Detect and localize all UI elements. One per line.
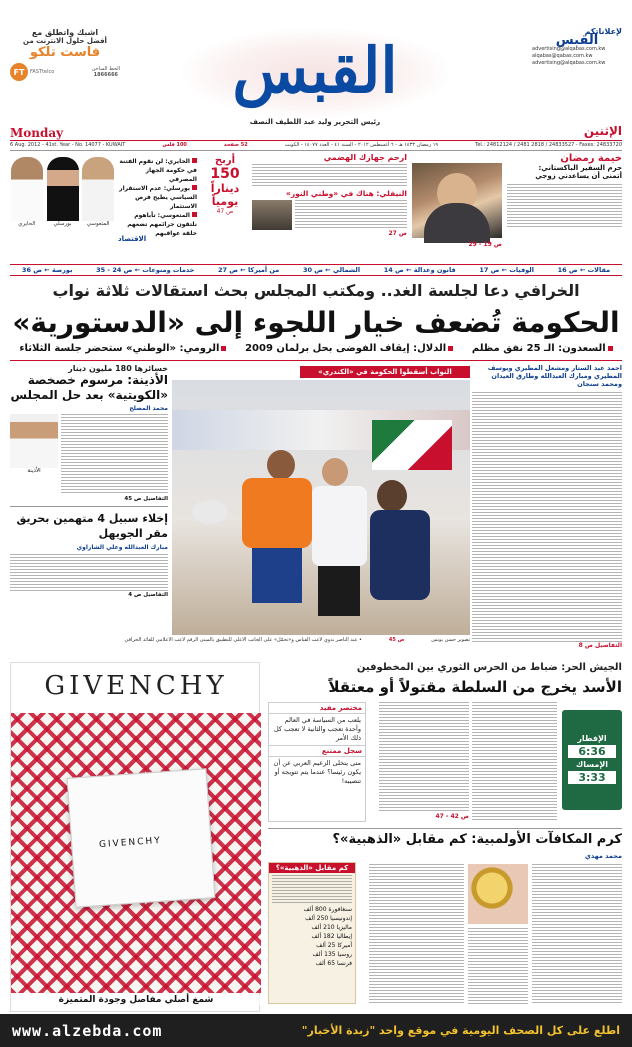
- econ-point: المتعوسي: تأباهوم نلتقون جرائمهم تضعهم حلقة عواقبهم: [127, 212, 197, 237]
- left-column: [10, 364, 168, 654]
- info-bar: [10, 140, 622, 148]
- toc-item[interactable]: الشمالي ← ص 30: [302, 266, 361, 274]
- givenchy-footer: شمغ أصلي مفاصل وجودة المتميزة: [11, 995, 261, 1005]
- teaser-nifli-ref: ص 27: [388, 230, 407, 237]
- olympics-headline[interactable]: كرم المكافآت الأولمبية: كم مقابل «الذهبية»؟: [332, 832, 622, 847]
- teaser-digest-text: [252, 164, 407, 186]
- photo-main-tag: النواب أسقطوا الحكومة في «الكندري»: [300, 366, 470, 378]
- main-headline[interactable]: الحكومة تُضعف خيار اللجوء إلى «الدستورية»: [12, 306, 620, 339]
- fire-text: [10, 554, 168, 592]
- promo-number: 150: [210, 166, 240, 182]
- contact-title: لإعلاناتكم: [584, 27, 622, 36]
- olympics-text-3: [369, 864, 464, 1004]
- kuwaiti-byline: محمد المصلح: [129, 405, 168, 412]
- givenchy-brand: GIVENCHY: [44, 671, 228, 701]
- top-ad-line1: اشبك واتطلق مع: [31, 28, 99, 37]
- olympics-row: أميركا 25 ألف: [316, 942, 352, 949]
- masthead: [10, 28, 622, 148]
- stamp-iftar-label: الإفطار: [577, 734, 607, 743]
- fire-headline[interactable]: إخلاء سبيل 4 متهمين بحريق مقر الجويهل: [16, 512, 168, 540]
- kuwaiti-headline[interactable]: الأذينة: مرسوم خصخصة «الكويتية» بعد حل المجلس: [10, 373, 168, 402]
- teaser-banner: [10, 150, 622, 262]
- issue-info-ar: ١٩ رمضان ١٤٣٣ هـ - ٦ أغسطس ٢٠١٢ - السنة ٤١ - العدد ١٤٠٧٧ - الكويت: [284, 141, 439, 148]
- fire-ref[interactable]: التفاصيل ص 4: [128, 592, 168, 598]
- stamp-imsak-label: الإمساك: [575, 760, 609, 769]
- toc-item[interactable]: من أميركا ← ص 27: [217, 266, 280, 274]
- promo-unit: ديناراً: [210, 182, 240, 195]
- olympics-table-intro: [272, 875, 352, 903]
- kuwaiti-kicker[interactable]: خسائرها 180 مليون دينار: [68, 364, 168, 373]
- opinion2-text: متى يتخلى الزعيم العربي عن أن يكون رئيسا؟ عندما يتم تتويجه أو تنصيبه!: [273, 759, 361, 785]
- footer-site[interactable]: www.alzebda.com: [12, 1021, 163, 1040]
- teaser-nifli-text: [295, 200, 407, 230]
- portrait-photo: [47, 157, 79, 221]
- photo-credit: تصوير حسن يونس: [431, 637, 470, 643]
- main-byline: احمد عبد الستار ومشعل المطيري ويوسف المطيري ومبارك العبدالله وطارق العيدان ومحمد سنجان: [487, 364, 622, 388]
- portrait-caption: بورسلي: [53, 221, 72, 227]
- teaser-middle[interactable]: [252, 153, 407, 248]
- contact-line: alqabas@qabas.com.kw: [532, 53, 593, 59]
- photo-ref[interactable]: ص 45: [388, 637, 405, 643]
- stamp-imsak-time: 3:33: [568, 771, 616, 784]
- main-subhead[interactable]: الدلال: إيقاف الفوضى بحل برلمان 2009: [245, 343, 453, 354]
- opinion2-label: سجل ممتنع: [269, 745, 365, 757]
- olympics-text-1: [532, 864, 622, 1004]
- promo-pre: أربح: [214, 155, 236, 166]
- iftar-stamp: [562, 710, 622, 810]
- givenchy-tag: GIVENCHY: [98, 835, 163, 851]
- olympics-row: إيطاليا 182 ألف: [311, 933, 352, 940]
- main-kicker[interactable]: الخرافي دعا لجلسة الغد.. ومكتب المجلس بحث استقالات ثلاثة نواب: [52, 281, 580, 300]
- olympics-row: فرنسا 65 ألف: [315, 960, 352, 967]
- portrait-caption: الحايري: [18, 221, 36, 227]
- econ-portraits: [10, 157, 115, 237]
- toc-bar: [10, 264, 622, 276]
- contact-logo: القبس: [555, 33, 599, 48]
- olympics-row: سنغافورة 800 ألف: [303, 906, 352, 913]
- promo-day: يومياً: [211, 195, 239, 208]
- givenchy-ad[interactable]: [10, 662, 260, 1012]
- teaser-ramadan-sub: حرم السفير الباكستاني:: [538, 164, 622, 172]
- top-ad[interactable]: [10, 28, 120, 100]
- promo-box[interactable]: [200, 155, 250, 245]
- person-photo: [10, 414, 58, 468]
- teaser-nifli-title: النيفلي: هناك في «وطني النور»: [286, 189, 407, 198]
- portrait-caption: المتعوسي: [86, 221, 110, 227]
- stamp-iftar-time: 6:36: [568, 745, 616, 758]
- toc-item[interactable]: بورصة ← ص 36: [21, 266, 73, 274]
- toc-item[interactable]: الوفيات ← ص 17: [479, 266, 534, 274]
- main-subhead[interactable]: السعدون: الـ 25 نفق مظلم: [472, 343, 613, 354]
- toc-item[interactable]: خدمات ومنوعات ← ص 24 - 35: [96, 266, 195, 274]
- top-ad-line2: أفضل حلول الانترنت من: [23, 37, 107, 45]
- toc-item[interactable]: قانون وعدالة ← ص 14: [383, 266, 456, 274]
- fire-byline: مبارك العبدالله وعلي الشاراوي: [76, 544, 168, 551]
- kuwaiti-ref[interactable]: التفاصيل ص 45: [124, 496, 168, 502]
- ft-logo-icon: FT: [10, 63, 28, 81]
- syria-kicker[interactable]: الجيش الحر: ضباط من الحرس الثوري بين المخطوفين: [356, 662, 622, 673]
- page-count: 52 صفحة: [223, 141, 248, 148]
- top-ad-brand: فاست تلكو: [29, 45, 101, 60]
- footer-bar: [0, 1014, 632, 1047]
- day-en: Monday: [10, 126, 64, 140]
- olympics-table-title: كم مقابل «الذهبية»؟: [269, 863, 355, 873]
- olympics-text-2: [468, 928, 528, 1004]
- toc-item[interactable]: مقالات ← ص 16: [557, 266, 611, 274]
- olympics-row: روسيا 135 ألف: [312, 951, 352, 958]
- contact-line: advertising@alqabas.com.kw: [532, 46, 606, 52]
- econ-point: بورسلي: عدم الاستقرار السياسي يطيح فرص الاستثمار: [119, 185, 197, 210]
- top-ad-number: 1866666: [93, 72, 119, 78]
- teaser-ramadan-photo: [412, 163, 502, 238]
- day-ar: الإثنين: [583, 124, 622, 138]
- issue-info-en: 6 Aug. 2012 - 41st. Year - No. 14077 - KUWAIT: [10, 141, 126, 148]
- olympics-row: ماليزيا 210 ألف: [311, 924, 352, 931]
- top-ad-number-label: الخط الساخن: [91, 66, 120, 72]
- olympics-row: إندونيسيا 250 ألف: [305, 915, 352, 922]
- kuwaiti-text: [61, 414, 168, 494]
- olympics-medal-photo: [468, 864, 528, 924]
- portrait-photo: [82, 157, 114, 221]
- price: 100 فلس: [162, 141, 187, 148]
- syria-ref[interactable]: ص 42 - 47: [435, 813, 469, 820]
- teaser-ramadan-title: خيمة رمضان: [560, 153, 622, 164]
- footer-slogan: اطلع على كل الصحف اليومية في موقع واحد "زبدة الأخبار": [301, 1024, 620, 1037]
- masthead-tagline: رئيس التحرير وليد عبد اللطيف النصف: [249, 118, 381, 126]
- teaser-ramadan[interactable]: [412, 153, 622, 248]
- econ-points[interactable]: [117, 157, 197, 242]
- teaser-digest-title: ارحم جهازك الهضمي: [323, 153, 407, 162]
- opinion-text: يلعب من السياسة في العالم وأحدة تعجب والثانية لا تعجب كل ذلك الأمر: [273, 716, 361, 742]
- promo-ref: ص 47: [216, 208, 234, 215]
- opinion-label: مختصر مفيد: [269, 703, 365, 714]
- ft-logo-sub: FASTtelco: [30, 69, 55, 75]
- olympics-table: [268, 862, 356, 1004]
- contact-line: advertising@alqabas.com.kw: [532, 60, 606, 66]
- syria-headline[interactable]: الأسد يخرج من السلطة مقتولاً أو معتقلاً: [328, 678, 622, 696]
- main-continued[interactable]: التفاصيل ص 8: [578, 642, 622, 649]
- masthead-logo: القبس: [232, 34, 398, 107]
- opinion-box: [268, 702, 366, 822]
- photo-main-caption: [124, 637, 470, 657]
- contact-phones: Tel.: 24812124 / 2481 2818 / 24833527 - Faxes: 24833720: [475, 141, 622, 148]
- syria-text-2: [379, 702, 469, 812]
- main-story-column: [472, 364, 622, 654]
- teaser-ramadan-ref: ص 19 - 29: [468, 241, 502, 248]
- main-subheads: [10, 343, 622, 354]
- olympics-byline: محمد مهدي: [584, 852, 622, 860]
- portrait-photo: [11, 157, 43, 221]
- photo-main: [172, 380, 470, 635]
- main-story-text: [472, 392, 622, 642]
- econ-supplement: الاقتصاد: [118, 235, 147, 243]
- teaser-ramadan-sub2: أتمنى أن يساعدني زوجي: [535, 172, 622, 180]
- person-caption: الأذينة: [27, 468, 41, 474]
- main-subhead[interactable]: الرومي: «الوطني» ستحضر جلسة الثلاثاء: [19, 343, 226, 354]
- syria-text-1: [472, 702, 557, 820]
- photo-caption-text: • عبد الناصر بدوي لاعب القباس و«تحمّل» على الجانب الاعلى للتطبيق بالمبنى الرقم لاعب الاعلامي للقائد الخرافي: [124, 637, 362, 643]
- teaser-nifli-photo: [252, 200, 292, 230]
- econ-point: الحايري: لن نقوم الفتنة في حكومة الجهاز المصرفي: [119, 158, 197, 183]
- contact-block: [532, 28, 622, 98]
- teaser-ramadan-text: [507, 184, 622, 229]
